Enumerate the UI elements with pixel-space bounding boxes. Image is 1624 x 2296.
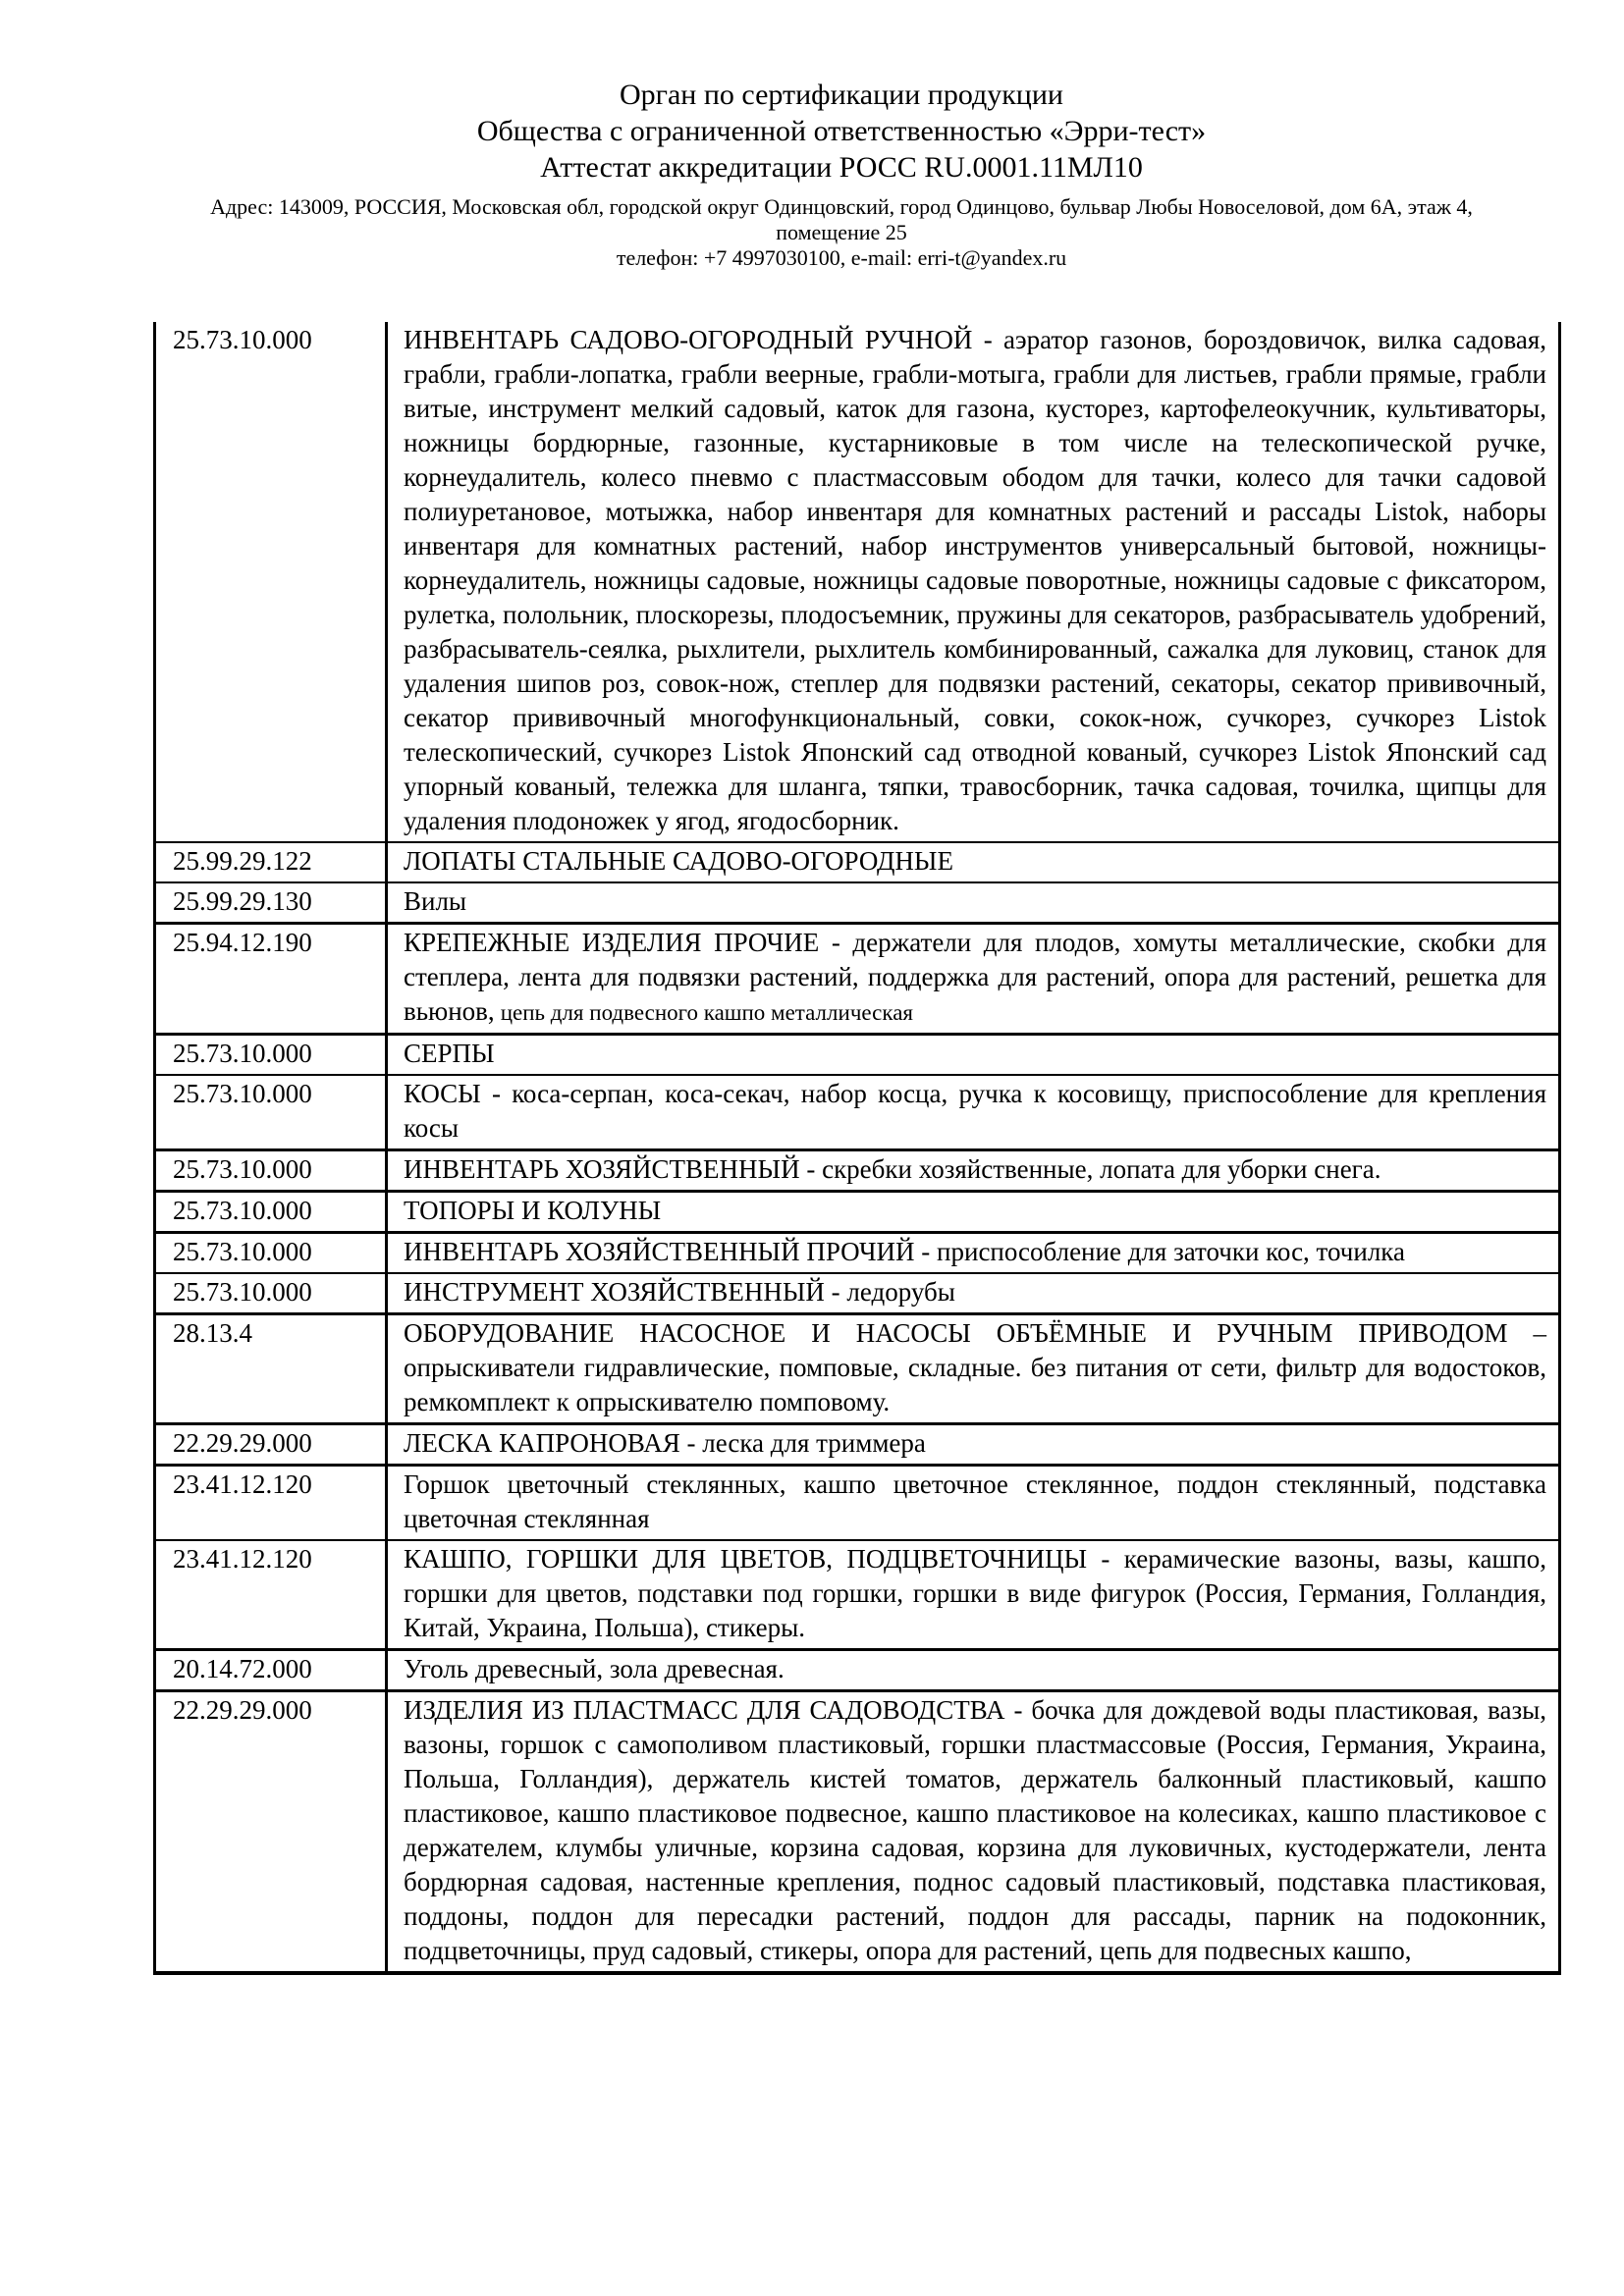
row-description: ИНВЕНТАРЬ САДОВО-ОГОРОДНЫЙ РУЧНОЙ - аэратор газонов, бороздовичок, вилка садовая, грабли, грабли-лопатка, грабли веерные, грабли-мотыга, грабли для листьев, грабли прямые, грабли витые, инструмент мелкий садовый, каток для газона, кусторез, картофелеокучник, культиваторы, ножницы бордюрные, газонные, кустарниковые в том числе на телескопической ручке, корнеудалитель, колесо пневмо с пластмассовым ободом для тачки, колесо для тачки садовой полиуретановое, мотыжка, набор инвентаря для комнатных растений и рассады Listok, наборы инвентаря для комнатных растений, набор инструментов универсальный бытовой, ножницы-корнеудалитель, ножницы садовые, ножницы садовые поворотные, ножницы садовые с фиксатором, рулетка, полольник, плоскорезы, плодосъемник, пружины для секаторов, разбрасыватель удобрений, разбрасыватель-сеялка, рыхлители, рыхлитель комбинированный, сажалка для луковиц, станок для удаления шипов роз, совок-нож, степлер для подвязки растений, секаторы, секатор прививочный, секатор прививочный многофункциональный, совки, сокок-нож, сучкорез, сучкорез Listok телескопический, сучкорез Listok Японский сад отводной кованый, сучкорез Listok Японский сад упорный кованый, тележка для шланга, тяпки, травосборник, тачка садовая, точилка, щипцы для удаления плодоножек у ягод, ягодосборник. <box>404 325 1546 835</box>
row-description: Вилы <box>404 886 467 916</box>
row-text <box>388 843 1558 881</box>
row-text <box>388 1076 1558 1148</box>
row-description: СЕРПЫ <box>404 1039 495 1068</box>
row-description: КАШПО, ГОРШКИ ДЛЯ ЦВЕТОВ, ПОДЦВЕТОЧНИЦЫ - керамические вазоны, вазы, кашпо, горшки для цветов, подставки под горшки, горшки в виде фигурок (Россия, Германия, Голландия, Китай, Украина, Польша), стикеры. <box>404 1544 1546 1642</box>
table-row <box>156 322 1558 843</box>
table-row <box>156 1193 1558 1234</box>
row-text <box>388 1651 1558 1689</box>
table-row <box>156 1651 1558 1692</box>
table-row <box>156 1151 1558 1193</box>
row-text <box>388 1036 1558 1074</box>
accreditation-line: Аттестат аккредитации РОСС RU.0001.11МЛ10 <box>540 151 1143 184</box>
table-row <box>156 1467 1558 1541</box>
table-row <box>156 1076 1558 1151</box>
row-code: 25.73.10.000 <box>156 1234 388 1272</box>
row-code: 25.73.10.000 <box>156 1076 388 1148</box>
row-description: Горшок цветочный стеклянных, кашпо цветочное стеклянное, поддон стеклянный, подставка цветочная стеклянная <box>404 1469 1546 1533</box>
row-code: 25.73.10.000 <box>156 1151 388 1190</box>
row-code: 25.99.29.122 <box>156 843 388 881</box>
row-text <box>388 322 1558 841</box>
row-description: ИНСТРУМЕНТ ХОЗЯЙСТВЕННЫЙ - ледорубы <box>404 1277 955 1307</box>
table-row <box>156 843 1558 883</box>
row-description: ЛЕСКА КАПРОНОВАЯ - леска для триммера <box>404 1428 926 1458</box>
row-description: ИНВЕНТАРЬ ХОЗЯЙСТВЕННЫЙ - скребки хозяйственные, лопата для уборки снега. <box>404 1154 1381 1184</box>
row-code: 25.99.29.130 <box>156 883 388 922</box>
row-text <box>388 1692 1558 1971</box>
row-code: 25.94.12.190 <box>156 925 388 1033</box>
row-description: КРЕПЕЖНЫЕ ИЗДЕЛИЯ ПРОЧИЕ - держатели для плодов, хомуты металлические, скобки для степлера, лента для подвязки растений, поддержка для растений, опора для растений, решетка для вьюнов, <box>404 928 1546 1026</box>
row-code: 22.29.29.000 <box>156 1425 388 1464</box>
products-table <box>153 322 1561 1975</box>
row-description: ТОПОРЫ И КОЛУНЫ <box>404 1196 662 1225</box>
row-text <box>388 1425 1558 1464</box>
row-text <box>388 925 1558 1033</box>
table-row <box>156 1036 1558 1076</box>
row-description: КОСЫ - коса-серпан, коса-секач, набор косца, ручка к косовищу, приспособление для крепления косы <box>404 1079 1546 1143</box>
row-code: 25.73.10.000 <box>156 1193 388 1231</box>
row-code: 25.73.10.000 <box>156 1274 388 1312</box>
row-text <box>388 1467 1558 1539</box>
row-description: ЛОПАТЫ СТАЛЬНЫЕ САДОВО-ОГОРОДНЫЕ <box>404 846 953 876</box>
address-block <box>69 194 1614 271</box>
table-row <box>156 1274 1558 1315</box>
row-description: ОБОРУДОВАНИЕ НАСОСНОЕ И НАСОСЫ ОБЪЁМНЫЕ И РУЧНЫМ ПРИВОДОМ – опрыскиватели гидравлические, помповые, складные. без питания от сети, фильтр для водостоков, ремкомплект к опрыскивателю помповому. <box>404 1318 1546 1416</box>
row-description: ИНВЕНТАРЬ ХОЗЯЙСТВЕННЫЙ ПРОЧИЙ - приспособление для заточки кос, точилка <box>404 1237 1406 1266</box>
address-line-2: помещение 25 <box>776 220 907 244</box>
row-code: 25.73.10.000 <box>156 322 388 841</box>
table-row <box>156 1234 1558 1274</box>
contact-line: телефон: +7 4997030100, e-mail: erri-t@yandex.ru <box>616 245 1067 270</box>
row-text <box>388 1151 1558 1190</box>
table-row <box>156 1315 1558 1425</box>
table-row <box>156 883 1558 925</box>
row-code: 25.73.10.000 <box>156 1036 388 1074</box>
row-text <box>388 1315 1558 1422</box>
row-text <box>388 883 1558 922</box>
row-description: ИЗДЕЛИЯ ИЗ ПЛАСТМАСС ДЛЯ САДОВОДСТВА - бочка для дождевой воды пластиковая, вазы, вазоны, горшок с самополивом пластиковый, горшки пластмассовые (Россия, Германия, Украина, Польша, Голландия), держатель кистей томатов, держатель балконный пластиковый, кашпо пластиковое, кашпо пластиковое подвесное, кашпо пластиковое на колесиках, кашпо пластиковое с держателем, клумбы уличные, корзина садовая, корзина для луковичных, кустодержатели, лента бордюрная садовая, настенные крепления, поднос садовый пластиковый, подставка пластиковая, поддоны, поддон для пересадки растений, поддон для рассады, парник на подоконник, подцветочницы, пруд садовый, стикеры, опора для растений, цепь для подвесных кашпо, <box>404 1695 1546 1965</box>
row-text <box>388 1234 1558 1272</box>
table-row <box>156 1692 1558 1971</box>
table-row <box>156 1541 1558 1651</box>
table-row <box>156 1425 1558 1467</box>
org-title-line-2: Общества с ограниченной ответственностью «Эрри-тест» <box>476 115 1207 147</box>
row-text <box>388 1274 1558 1312</box>
document-header <box>0 0 1624 271</box>
org-title-line-1: Орган по сертификации продукции <box>620 79 1063 111</box>
row-code: 20.14.72.000 <box>156 1651 388 1689</box>
row-code: 23.41.12.120 <box>156 1541 388 1648</box>
row-text <box>388 1541 1558 1648</box>
row-description: Уголь древесный, зола древесная. <box>404 1654 785 1683</box>
address-line-1: Адрес: 143009, РОССИЯ, Московская обл, городской округ Одинцовский, город Одинцово, бульвар Любы Новоселовой, дом 6А, этаж 4, <box>210 194 1473 219</box>
row-code: 22.29.29.000 <box>156 1692 388 1971</box>
row-code: 23.41.12.120 <box>156 1467 388 1539</box>
row-text <box>388 1193 1558 1231</box>
row-note-small: цепь для подвесного кашпо металлическая <box>500 1000 913 1025</box>
table-row <box>156 925 1558 1036</box>
row-code: 28.13.4 <box>156 1315 388 1422</box>
